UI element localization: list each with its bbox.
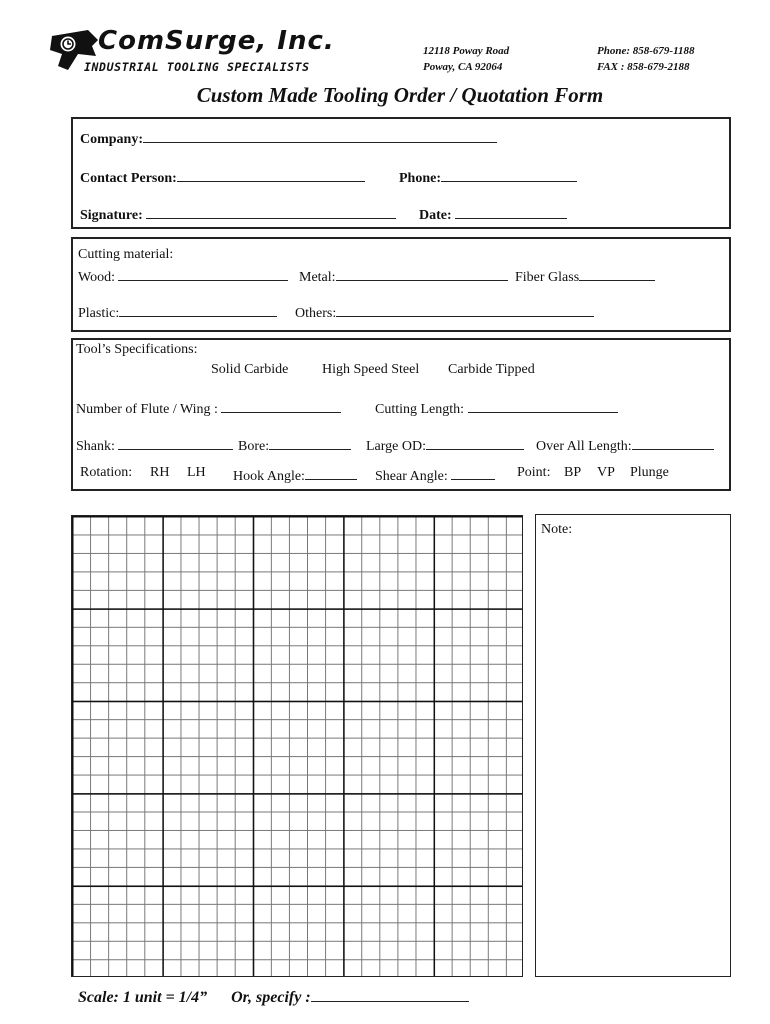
- large-od-field[interactable]: [426, 435, 524, 450]
- fiberglass-row: [515, 266, 655, 286]
- overall-length-row: [536, 435, 714, 455]
- bore-row: [238, 435, 351, 455]
- shear-angle-label: Shear Angle:: [375, 469, 448, 484]
- scale-label: Scale: 1 unit = 1/4”: [78, 989, 208, 1006]
- metal-label: Metal:: [299, 270, 336, 285]
- wood-row: [78, 266, 288, 286]
- bore-field[interactable]: [269, 435, 351, 450]
- option-solid-carbide[interactable]: Solid Carbide: [211, 362, 289, 377]
- cutting-length-field[interactable]: [468, 398, 618, 413]
- note-label: Note:: [541, 522, 573, 537]
- date-label: Date:: [419, 208, 452, 223]
- overall-length-label: Over All Length:: [536, 439, 632, 454]
- note-box[interactable]: [535, 514, 731, 977]
- shank-field[interactable]: [118, 435, 233, 450]
- phone-number: Phone: 858-679-1188: [597, 45, 695, 57]
- option-bp[interactable]: BP: [564, 465, 582, 480]
- phone-label: Phone:: [399, 171, 441, 186]
- metal-row: [299, 266, 508, 286]
- address-line1: 12118 Poway Road: [423, 45, 510, 57]
- option-high-speed-steel[interactable]: High Speed Steel: [322, 362, 420, 377]
- bore-label: Bore:: [238, 439, 270, 454]
- company-logo: [48, 24, 335, 76]
- metal-field[interactable]: [336, 266, 508, 281]
- flute-label: Number of Flute / Wing :: [76, 402, 218, 417]
- wood-field[interactable]: [118, 266, 288, 281]
- drawing-grid[interactable]: [71, 515, 523, 977]
- address-block: [423, 43, 509, 75]
- option-lh[interactable]: LH: [187, 465, 206, 480]
- cutting-length-row: [375, 398, 618, 418]
- shear-angle-row: [375, 465, 495, 485]
- option-plunge[interactable]: Plunge: [630, 465, 669, 480]
- scale-row: [78, 986, 469, 1007]
- plastic-row: [78, 302, 277, 322]
- point-label: Point:: [517, 465, 551, 480]
- date-row: [419, 204, 567, 224]
- shear-angle-field[interactable]: [451, 465, 495, 480]
- shank-label: Shank:: [76, 439, 115, 454]
- contact-numbers: [597, 43, 694, 75]
- company-name: ComSurge, Inc.: [98, 26, 335, 56]
- signature-row: [80, 204, 396, 224]
- overall-length-field[interactable]: [632, 435, 714, 450]
- fiberglass-label: Fiber Glass: [515, 270, 580, 285]
- wood-label: Wood:: [78, 270, 115, 285]
- others-field[interactable]: [336, 302, 594, 317]
- material-heading: Cutting material:: [78, 247, 174, 262]
- rotation-label: Rotation:: [80, 465, 133, 480]
- option-vp[interactable]: VP: [597, 465, 615, 480]
- rotation-row: [80, 465, 132, 481]
- plastic-label: Plastic:: [78, 306, 120, 321]
- fiberglass-field[interactable]: [579, 266, 655, 281]
- phone-field[interactable]: [441, 167, 577, 182]
- company-row: [80, 128, 497, 148]
- flute-field[interactable]: [221, 398, 341, 413]
- signature-field[interactable]: [146, 204, 396, 219]
- plastic-field[interactable]: [119, 302, 277, 317]
- contact-person-label: Contact Person:: [80, 171, 177, 186]
- form-title: Custom Made Tooling Order / Quotation Form: [196, 83, 604, 107]
- others-row: [295, 302, 594, 322]
- specify-field[interactable]: [311, 986, 469, 1002]
- hook-angle-field[interactable]: [305, 465, 357, 480]
- signature-label: Signature:: [80, 208, 143, 223]
- cutting-length-label: Cutting Length:: [375, 402, 465, 417]
- shank-row: [76, 435, 233, 455]
- hook-angle-row: [233, 465, 357, 485]
- specify-label: Or, specify :: [231, 989, 311, 1006]
- large-od-row: [366, 435, 524, 455]
- specs-heading: Tool’s Specifications:: [76, 342, 198, 357]
- address-line2: Poway, CA 92064: [423, 61, 503, 73]
- contact-person-row: [80, 167, 365, 187]
- hook-angle-label: Hook Angle:: [233, 469, 305, 484]
- contact-person-field[interactable]: [177, 167, 365, 182]
- option-carbide-tipped[interactable]: Carbide Tipped: [448, 362, 535, 377]
- others-label: Others:: [295, 306, 337, 321]
- fax-number: FAX : 858-679-2188: [597, 61, 690, 73]
- company-tagline: INDUSTRIAL TOOLING SPECIALISTS: [84, 60, 310, 74]
- option-rh[interactable]: RH: [150, 465, 170, 480]
- company-label: Company:: [80, 132, 144, 147]
- company-field[interactable]: [143, 128, 497, 143]
- phone-row: [399, 167, 577, 187]
- date-field[interactable]: [455, 204, 567, 219]
- flute-row: [76, 398, 341, 418]
- large-od-label: Large OD:: [366, 439, 426, 454]
